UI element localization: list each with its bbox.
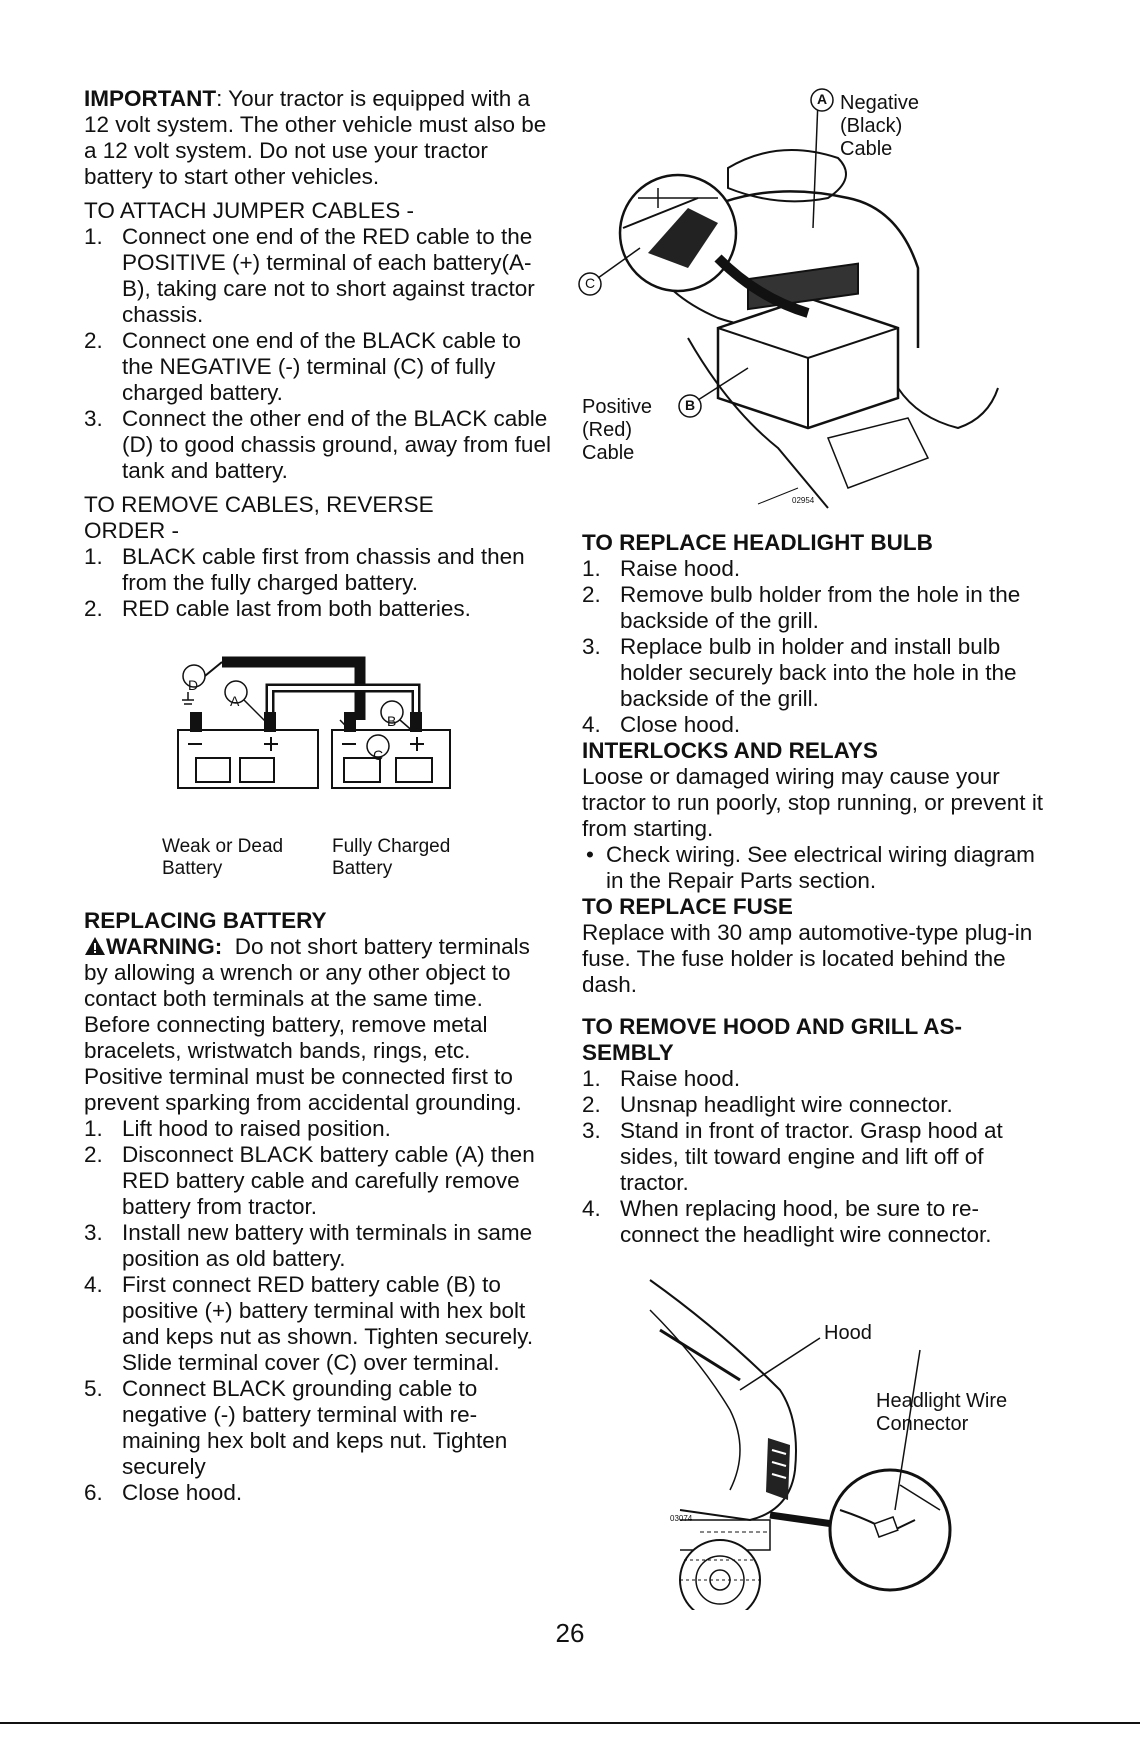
battery-letter-a: A (817, 91, 828, 107)
important-text: : Your tractor is equipped with a 12 volt system. The other vehicle must also be a 12 volt system. Do not use your tractor battery to start other vehicles. (84, 86, 547, 189)
hood-label: Hood (824, 1322, 872, 1344)
headlight-connector-label: Headlight Wire Connector (876, 1390, 1008, 1435)
list-item: 2. Connect one end of the BLACK cable to the NEGATIVE (-) terminal (C) of fully charged battery. (84, 328, 522, 405)
right-column (582, 530, 1052, 1248)
hood-illustration (640, 1270, 1020, 1610)
list-item: 6. Close hood. (84, 1480, 243, 1505)
hood-heading: TO REMOVE HOOD AND GRILL AS-SEMBLY (582, 1014, 963, 1065)
warning-icon (84, 936, 106, 956)
page-number: 26 (555, 1618, 585, 1648)
remove-steps-list (84, 544, 554, 622)
headlight-steps-list (582, 556, 1052, 738)
replacing-battery-section (84, 908, 554, 1506)
replace-steps-list (84, 1116, 554, 1506)
warning-paragraph (84, 934, 554, 1064)
fuse-text: Replace with 30 amp automotive-type plug-in fuse. The fuse holder is located behind the dash. (582, 920, 1033, 997)
list-item: 3. Replace bulb in holder and install bulb holder securely back into the hole in the backside of the grill. (582, 634, 1017, 711)
letter-d: D (188, 677, 199, 693)
list-item: 3. Install new battery with terminals in same position as old battery. (84, 1220, 533, 1271)
remove-heading: TO REMOVE CABLES, REVERSE ORDER - (84, 492, 434, 543)
list-item: 1. Lift hood to raised position. (84, 1116, 391, 1141)
list-item: 2. RED cable last from both batteries. (84, 596, 471, 621)
positive-note: Positive terminal must be connected first to prevent sparking from accidental grounding. (84, 1064, 522, 1115)
hood-figure-code: 03074 (670, 1514, 693, 1523)
letter-a: A (230, 693, 240, 709)
hood-figure (640, 1270, 1020, 1610)
battery-figure-code: 02954 (792, 496, 815, 505)
list-item: 3. Connect the other end of the BLACK cable (D) to good chassis ground, away from fuel tank and battery. (84, 406, 551, 483)
list-item: • Check wiring. See electrical wiring diagram in the Repair Parts section. (586, 842, 1035, 893)
list-item: 3. Stand in front of tractor. Grasp hood at sides, tilt toward engine and lift off of tractor. (582, 1118, 1003, 1195)
important-label: IMPORTANT (84, 86, 217, 111)
headlight-heading: TO REPLACE HEADLIGHT BULB (582, 530, 933, 555)
list-item: 1. Raise hood. (582, 556, 741, 581)
list-item: 2. Disconnect BLACK battery cable (A) then RED battery cable and carefully remove battery from tractor. (84, 1142, 535, 1219)
negative-cable-label: Negative (Black) Cable (840, 92, 919, 160)
letter-b: B (387, 713, 397, 729)
list-item: 2. Remove bulb holder from the hole in the backside of the grill. (582, 582, 1021, 633)
battery-location-figure (578, 88, 1018, 518)
list-item: 2. Unsnap headlight wire connector. (582, 1092, 953, 1117)
jumper-diagram-graphic (160, 650, 460, 790)
list-item: 4. When replacing hood, be sure to re-connect the headlight wire connector. (582, 1196, 992, 1247)
positive-cable-label: Positive (Red) Cable (582, 396, 653, 464)
fuse-heading: TO REPLACE FUSE (582, 894, 793, 919)
letter-c: C (373, 747, 384, 763)
list-item: 1. Connect one end of the RED cable to the POSITIVE (+) terminal of each battery(A-B), taking care not to short against tractor chassis. (84, 224, 535, 327)
list-item: 1. BLACK cable first from chassis and then from the fully charged battery. (84, 544, 525, 595)
important-paragraph (84, 86, 554, 190)
list-item: 5. Connect BLACK grounding cable to negative (-) battery terminal with re-maining hex bolt and keps nut. Tighten securely (84, 1376, 508, 1479)
attach-steps-list (84, 224, 554, 484)
bottom-rule (0, 1722, 1140, 1724)
battery-letter-b: B (685, 397, 696, 413)
full-battery-label: Fully Charged Battery (332, 836, 451, 879)
list-item: 4. First connect RED battery cable (B) to positive (+) battery terminal with hex bolt and keps nut as shown. Tighten securely. Slide terminal cover (C) over terminal. (84, 1272, 534, 1375)
hood-steps-list (582, 1066, 1052, 1248)
list-item: 4. Close hood. (582, 712, 741, 737)
interlocks-bullets (582, 842, 1052, 894)
attach-heading: TO ATTACH JUMPER CABLES - (84, 198, 415, 223)
replacing-heading: REPLACING BATTERY (84, 908, 327, 933)
list-item: 1. Raise hood. (582, 1066, 741, 1091)
jumper-cable-diagram (160, 650, 490, 890)
left-column (84, 86, 554, 622)
battery-letter-c: C (585, 275, 596, 291)
interlocks-heading: INTERLOCKS AND RELAYS (582, 738, 878, 763)
interlocks-text: Loose or damaged wiring may cause your tractor to run poorly, stop running, or prevent it from starting. (582, 764, 1044, 841)
warning-label: WARNING: (106, 934, 223, 959)
weak-battery-label: Weak or Dead Battery (162, 836, 284, 879)
warning-text: Do not short battery terminals by allowing a wrench or any other object to contact both terminals at the same time. Before connecting battery, remove metal bracelets, wristwatch bands, rings, etc. (84, 934, 530, 1063)
